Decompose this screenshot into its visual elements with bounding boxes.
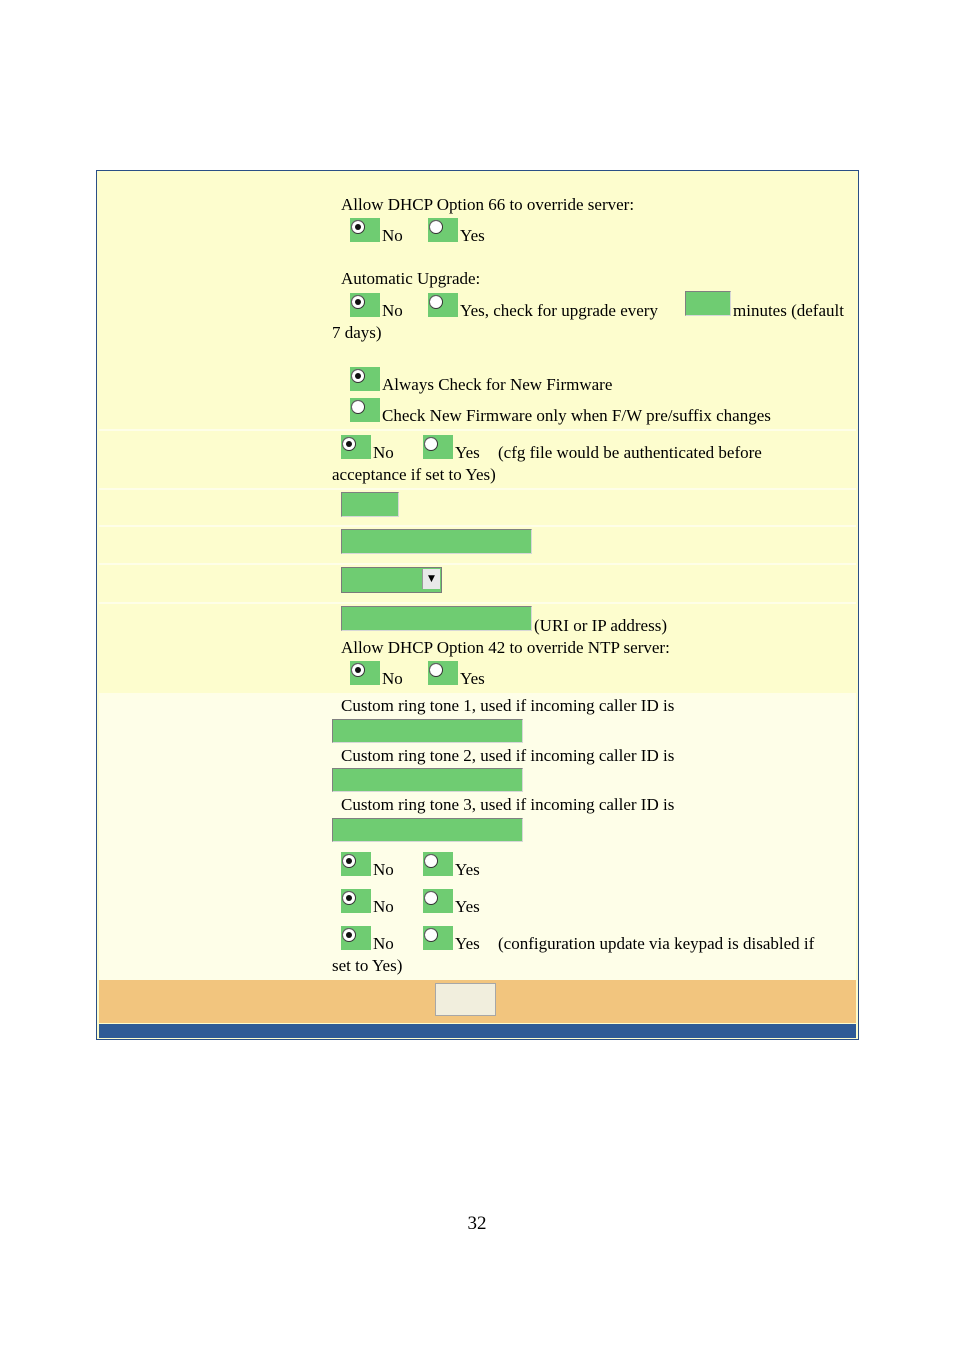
dhcp42-yes-radio[interactable]: [428, 661, 458, 685]
always-check-label: Always Check for New Firmware: [382, 375, 613, 394]
radio-icon: [351, 369, 365, 383]
chevron-down-icon[interactable]: ▼: [422, 569, 440, 589]
keypad-config-note: (configuration update via keypad is disabled if: [498, 934, 815, 953]
radio-icon: [342, 891, 356, 905]
toggle-1-no-label: No: [373, 860, 394, 879]
long-text-input[interactable]: [341, 529, 532, 554]
cfg-auth-note-tail: acceptance if set to Yes): [332, 465, 496, 484]
dhcp66-no-label: No: [382, 226, 403, 245]
toggle-2-yes-label: Yes: [455, 897, 480, 916]
bottom-stripe: [99, 1024, 856, 1038]
ntp-server-hint: (URI or IP address): [534, 616, 667, 635]
cfg-auth-no-radio[interactable]: [341, 435, 371, 459]
dhcp66-yes-radio[interactable]: [428, 218, 458, 242]
toggle-1-yes-label: Yes: [455, 860, 480, 879]
upgrade-default-tail: 7 days): [332, 323, 382, 342]
toggle-2-no-label: No: [373, 897, 394, 916]
radio-icon: [424, 854, 438, 868]
cfg-auth-yes-radio[interactable]: [423, 435, 453, 459]
cfg-auth-note: (cfg file would be authenticated before: [498, 443, 762, 462]
toggle-1-no-radio[interactable]: [341, 852, 371, 876]
auto-upgrade-no-radio[interactable]: [350, 293, 380, 317]
radio-icon: [424, 437, 438, 451]
auto-upgrade-yes-radio[interactable]: [428, 293, 458, 317]
cfg-auth-no-label: No: [373, 443, 394, 462]
radio-icon: [342, 928, 356, 942]
toggle-3-no-label: No: [373, 934, 394, 953]
radio-icon: [351, 220, 365, 234]
toggle-3-yes-label: Yes: [455, 934, 480, 953]
dhcp42-label: Allow DHCP Option 42 to override NTP server:: [341, 638, 670, 657]
auto-upgrade-no-label: No: [382, 301, 403, 320]
radio-icon: [429, 663, 443, 677]
ringtone-3-label: Custom ring tone 3, used if incoming caller ID is: [341, 795, 675, 814]
radio-icon: [351, 663, 365, 677]
auto-upgrade-yes-label: Yes, check for upgrade every: [460, 301, 658, 320]
dhcp66-label: Allow DHCP Option 66 to override server:: [341, 195, 635, 214]
toggle-3-yes-radio[interactable]: [423, 926, 453, 950]
ringtone-1-label: Custom ring tone 1, used if incoming caller ID is: [341, 696, 675, 715]
keypad-config-note-tail: set to Yes): [332, 956, 403, 975]
row-divider: [99, 488, 856, 490]
row-divider: [99, 429, 856, 431]
radio-icon: [429, 220, 443, 234]
dhcp42-yes-label: Yes: [460, 669, 485, 688]
upgrade-interval-input[interactable]: [685, 291, 731, 316]
ringtone-2-label: Custom ring tone 2, used if incoming caller ID is: [341, 746, 675, 765]
option-select[interactable]: [341, 567, 442, 593]
radio-icon: [424, 928, 438, 942]
ringtone-3-input[interactable]: [332, 818, 523, 842]
dhcp66-no-radio[interactable]: [350, 218, 380, 242]
upgrade-minutes-label: minutes (default: [733, 301, 844, 320]
row-divider: [99, 563, 856, 565]
short-text-input[interactable]: [341, 492, 399, 517]
radio-icon: [429, 295, 443, 309]
toggle-2-no-radio[interactable]: [341, 889, 371, 913]
radio-icon: [351, 400, 365, 414]
ringtone-2-input[interactable]: [332, 768, 523, 792]
toggle-2-yes-radio[interactable]: [423, 889, 453, 913]
row-divider: [99, 525, 856, 527]
always-check-radio[interactable]: [350, 367, 380, 391]
radio-icon: [342, 854, 356, 868]
ntp-server-input[interactable]: [341, 606, 532, 631]
radio-icon: [342, 437, 356, 451]
settings-panel: [96, 170, 859, 1040]
cfg-auth-yes-label: Yes: [455, 443, 480, 462]
prefix-suffix-check-radio[interactable]: [350, 398, 380, 422]
page-number: 32: [467, 1213, 487, 1234]
row-divider: [99, 602, 856, 604]
dhcp42-no-label: No: [382, 669, 403, 688]
auto-upgrade-label: Automatic Upgrade:: [341, 269, 481, 288]
dhcp42-no-radio[interactable]: [350, 661, 380, 685]
toggle-1-yes-radio[interactable]: [423, 852, 453, 876]
ringtone-1-input[interactable]: [332, 719, 523, 743]
radio-icon: [351, 295, 365, 309]
prefix-suffix-check-label: Check New Firmware only when F/W pre/suffix changes: [382, 406, 771, 425]
toggle-3-no-radio[interactable]: [341, 926, 371, 950]
radio-icon: [424, 891, 438, 905]
submit-button[interactable]: [435, 983, 496, 1016]
dhcp66-yes-label: Yes: [460, 226, 485, 245]
